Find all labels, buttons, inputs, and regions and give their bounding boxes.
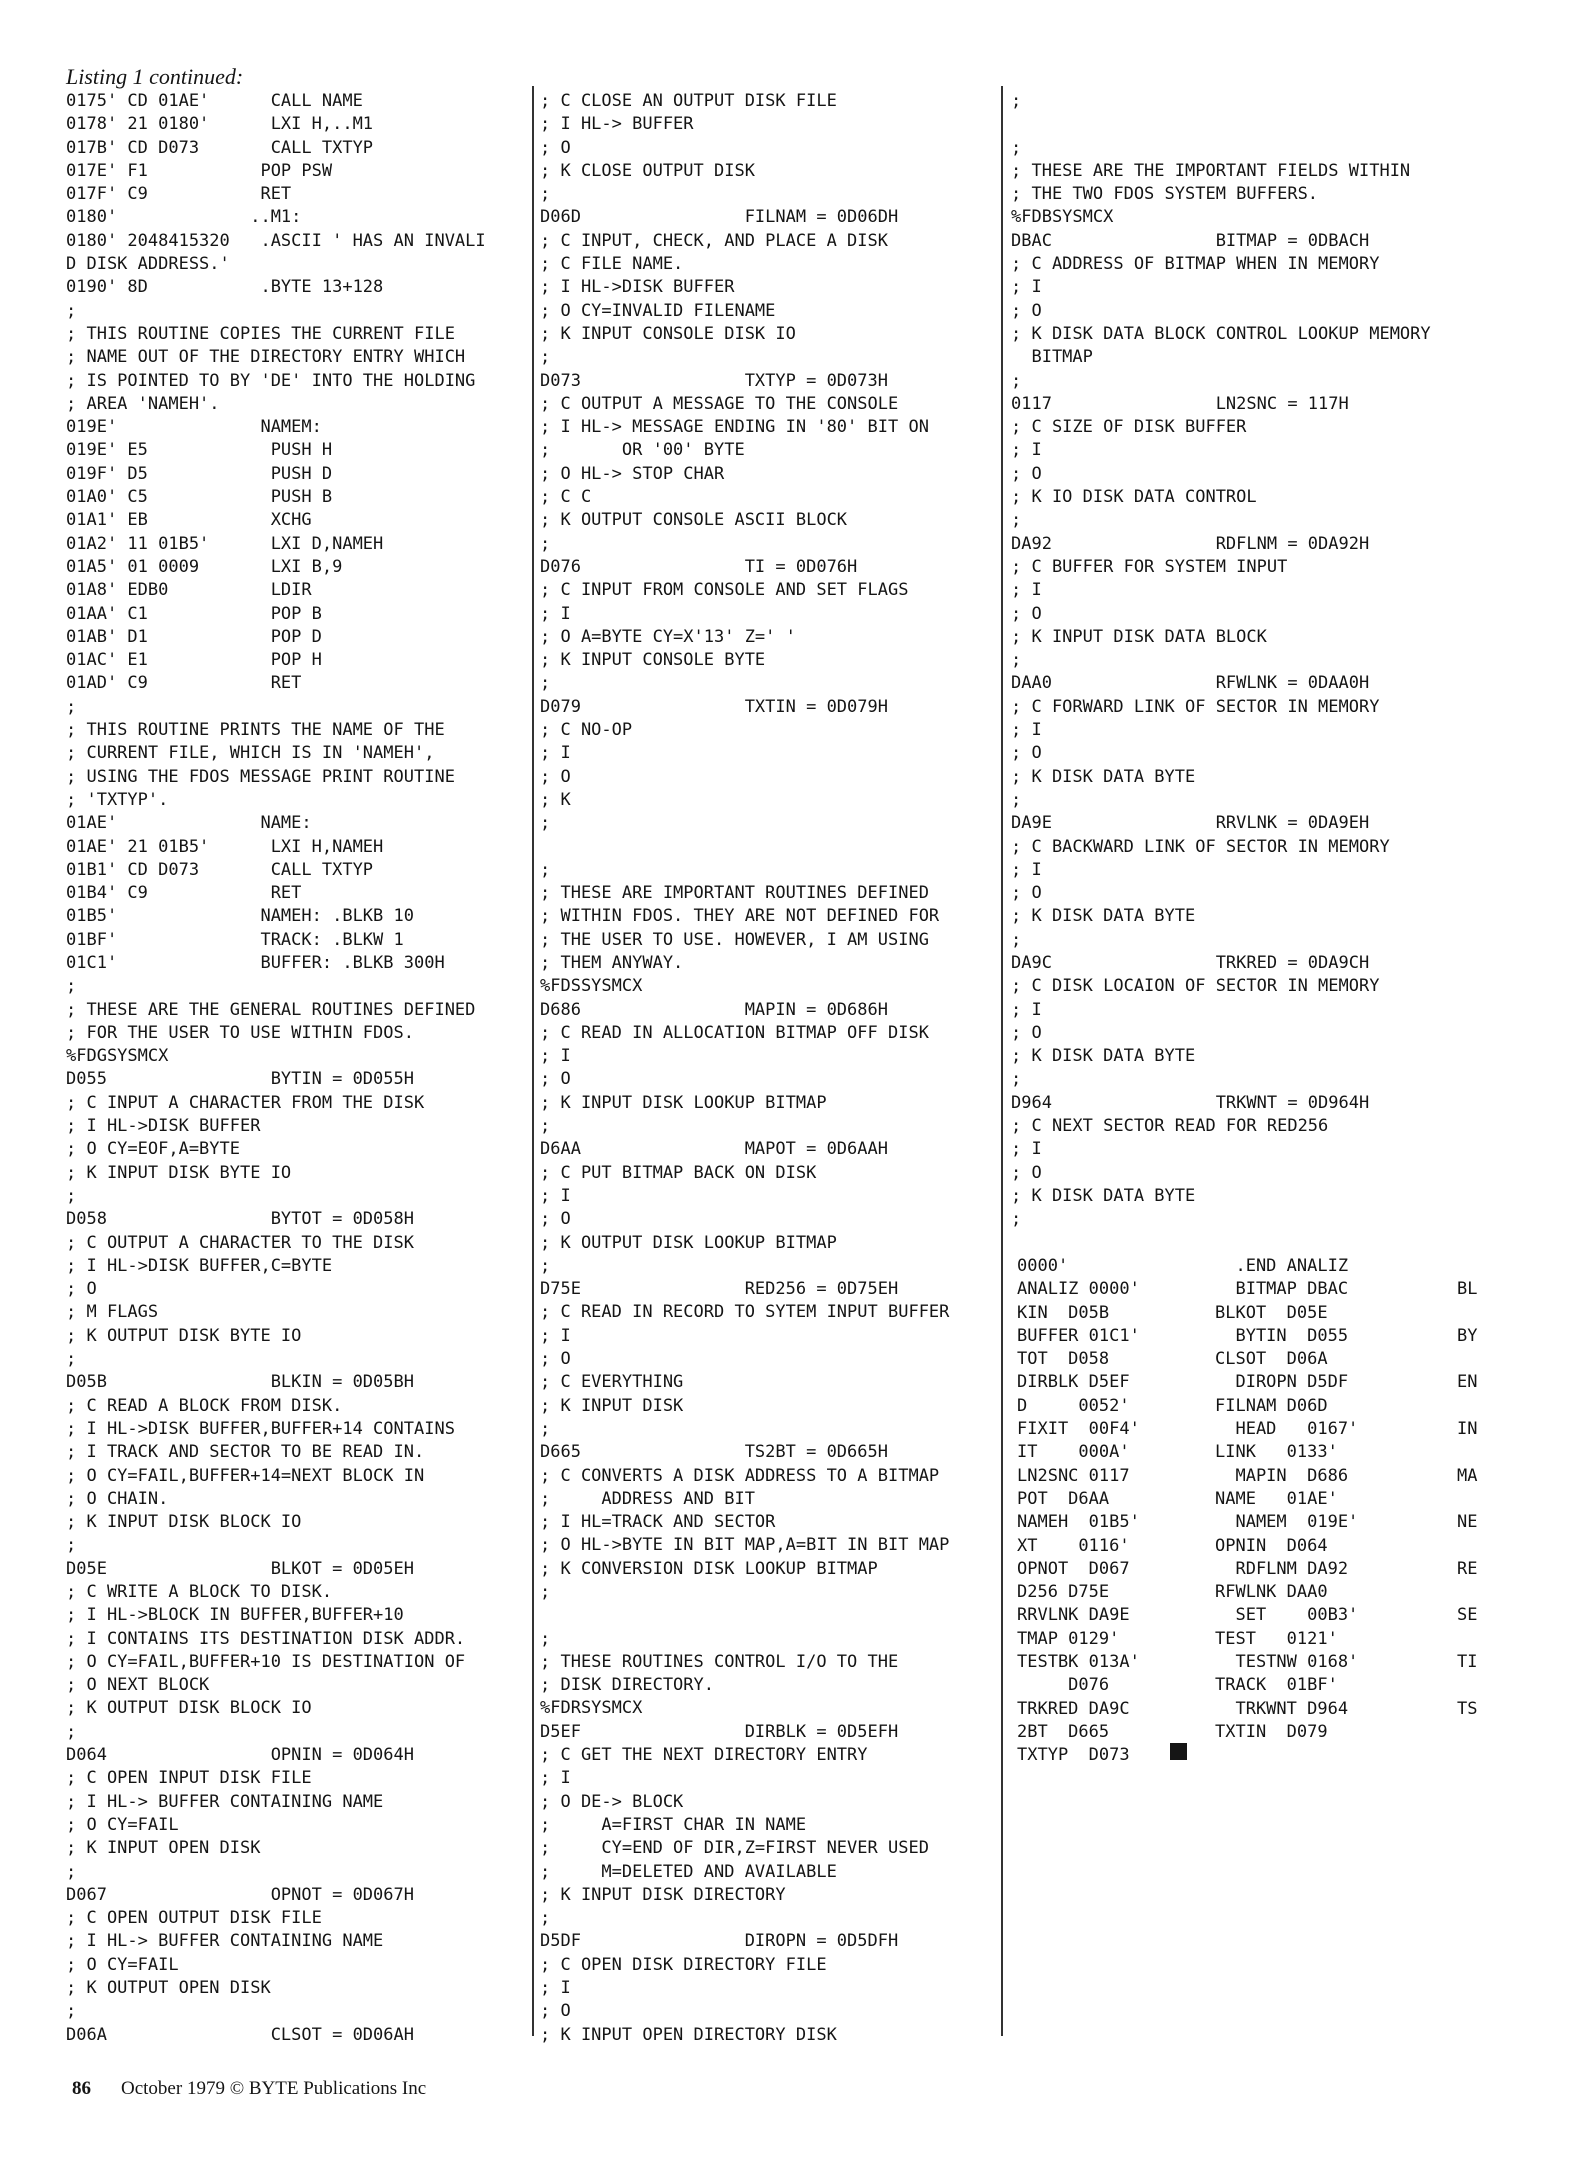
symbol-cell: LINK 0133' xyxy=(1215,1442,1338,1463)
symbol-cell: D256 D75E xyxy=(1017,1582,1110,1603)
symbol-cell: TI xyxy=(1457,1652,1478,1673)
symbol-cell: RE xyxy=(1457,1558,1478,1579)
symbol-cell: TS xyxy=(1457,1698,1478,1719)
listing-header: Listing 1 continued: xyxy=(66,64,244,89)
symbol-cell: HEAD 0167' xyxy=(1215,1419,1359,1440)
symbol-cell: BL xyxy=(1457,1279,1478,1300)
symbol-cell: 2BT D665 xyxy=(1017,1721,1110,1742)
symbol-cell: ANALIZ 0000' xyxy=(1017,1279,1140,1300)
symbol-cell: BYTIN D055 xyxy=(1215,1325,1349,1346)
page-footer xyxy=(72,2078,426,2100)
symbol-cell: TXTYP D073 xyxy=(1017,1745,1130,1766)
symbol-cell: BLKOT D05E xyxy=(1215,1302,1328,1323)
symbol-cell: SE xyxy=(1457,1605,1478,1626)
symbol-cell: FIXIT 00F4' xyxy=(1017,1419,1140,1440)
symbol-cell: CLSOT D06A xyxy=(1215,1349,1328,1370)
listing-column-1: 0175' CD 01AE' CALL NAME 0178' 21 0180' LXI H,..M1 017B' CD D073 CALL TXTYP 017E' F1 POP PSW 017F' C9 RET 0180' ..M1: 0180' 2048415320 .ASCII ' HAS AN INVALI D DISK ADDRESS.' 0190' 8D .BYTE 13+128 ; ; THIS ROUTINE COPIES THE CURRENT FILE ; NAME OUT OF THE DIRECTORY ENTRY WHICH ; IS POINTED TO BY 'DE' INTO THE HOLDING ; AREA 'NAMEH'. 019E' NAMEM: 019E' E5 PUSH H 019F' D5 PUSH D 01A0' C5 PUSH B 01A1' EB XCHG 01A2' 11 01B5' LXI D,NAMEH 01A5' 01 0009 LXI B,9 01A8' EDB0 LDIR 01AA' C1 POP B 01AB' D1 POP D 01AC' E1 POP H 01AD' C9 RET ; ; THIS ROUTINE PRINTS THE NAME OF THE ; CURRENT FILE, WHICH IS IN 'NAMEH', ; USING THE FDOS MESSAGE PRINT ROUTINE ; 'TXTYP'. 01AE' NAME: 01AE' 21 01B5' LXI H,NAMEH 01B1' CD D073 CALL TXTYP 01B4' C9 RET 01B5' NAMEH: .BLKB 10 01BF' TRACK: .BLKW 1 01C1' BUFFER: .BLKB 300H ; ; THESE ARE THE GENERAL ROUTINES DEFINED ; FOR THE USER TO USE WITHIN FDOS. %FDGSYSMCX D055 BYTIN = 0D055H ; C INPUT A CHARACTER FROM THE DISK ; I HL->DISK BUFFER ; O CY=EOF,A=BYTE ; K INPUT DISK BYTE IO ; D058 BYTOT = 0D058H ; C OUTPUT A CHARACTER TO THE DISK ; I HL->DISK BUFFER,C=BYTE ; O ; M FLAGS ; K OUTPUT DISK BYTE IO ; D05B BLKIN = 0D05BH ; C READ A BLOCK FROM DISK. ; I HL->DISK BUFFER,BUFFER+14 CONTAINS ; I TRACK AND SECTOR TO BE READ IN. ; O CY=FAIL,BUFFER+14=NEXT BLOCK IN ; O CHAIN. ; K INPUT DISK BLOCK IO ; D05E BLKOT = 0D05EH ; C WRITE A BLOCK TO DISK. ; I HL->BLOCK IN BUFFER,BUFFER+10 ; I CONTAINS ITS DESTINATION DISK ADDR. ; O CY=FAIL,BUFFER+10 IS DESTINATION OF ; O NEXT BLOCK ; K OUTPUT DISK BLOCK IO ; D064 OPNIN = 0D064H ; C OPEN INPUT DISK FILE ; I HL-> BUFFER CONTAINING NAME ; O CY=FAIL ; K INPUT OPEN DISK ; D067 OPNOT = 0D067H ; C OPEN OUTPUT DISK FILE ; I HL-> BUFFER CONTAINING NAME ; O CY=FAIL ; K OUTPUT OPEN DISK ; D06A CLSOT = 0D06AH xyxy=(66,91,486,2045)
symbol-cell: IT 000A' xyxy=(1017,1442,1130,1463)
symbol-cell: D 0052' xyxy=(1017,1395,1130,1416)
symbol-cell: EN xyxy=(1457,1372,1478,1393)
column-divider-1 xyxy=(532,86,534,2036)
symbol-cell: XT 0116' xyxy=(1017,1535,1130,1556)
symbol-cell: KIN D05B xyxy=(1017,1302,1110,1323)
column-divider-2 xyxy=(1001,86,1003,2036)
symbol-cell: DIROPN D5DF xyxy=(1215,1372,1349,1393)
symbol-cell: BITMAP DBAC xyxy=(1215,1279,1349,1300)
symbol-cell: RDFLNM DA92 xyxy=(1215,1558,1349,1579)
symbol-cell: BUFFER 01C1' xyxy=(1017,1325,1140,1346)
symbol-cell: TRKWNT D964 xyxy=(1215,1698,1349,1719)
symbol-cell: D076 xyxy=(1017,1675,1110,1696)
symbol-cell: 0000' xyxy=(1017,1256,1069,1276)
symbol-cell: NAMEH 01B5' xyxy=(1017,1512,1140,1533)
symbol-cell: .END ANALIZ xyxy=(1215,1256,1349,1276)
symbol-cell: TOT D058 xyxy=(1017,1349,1110,1370)
symbol-cell: TESTBK 013A' xyxy=(1017,1652,1140,1673)
footer-credit: October 1979 © BYTE Publications Inc xyxy=(121,2078,427,2099)
symbol-cell: OPNIN D064 xyxy=(1215,1535,1328,1556)
symbol-cell: POT D6AA xyxy=(1017,1488,1110,1509)
page-number: 86 xyxy=(72,2078,91,2099)
symbol-cell: OPNOT D067 xyxy=(1017,1558,1130,1579)
symbol-cell: RRVLNK DA9E xyxy=(1017,1605,1130,1626)
symbol-cell: TRACK 01BF' xyxy=(1215,1675,1338,1696)
symbol-cell: LN2SNC 0117 xyxy=(1017,1465,1130,1486)
symbol-cell: TMAP 0129' xyxy=(1017,1628,1120,1649)
symbol-cell: RFWLNK DAA0 xyxy=(1215,1582,1328,1603)
symbol-cell: NE xyxy=(1457,1512,1478,1533)
symbol-cell: SET 00B3' xyxy=(1215,1605,1359,1626)
end-of-listing-mark xyxy=(1170,1743,1187,1760)
listing-column-3: ; ; ; THESE ARE THE IMPORTANT FIELDS WITHIN ; THE TWO FDOS SYSTEM BUFFERS. %FDBSYSMCX DBAC BITMAP = 0DBACH ; C ADDRESS OF BITMAP WHEN IN MEMORY ; I ; O ; K DISK DATA BLOCK CONTROL LOOKUP MEMORY BITMAP ; 0117 LN2SNC = 117H ; C SIZE OF DISK BUFFER ; I ; O ; K IO DISK DATA CONTROL ; DA92 RDFLNM = 0DA92H ; C BUFFER FOR SYSTEM INPUT ; I ; O ; K INPUT DISK DATA BLOCK ; DAA0 RFWLNK = 0DAA0H ; C FORWARD LINK OF SECTOR IN MEMORY ; I ; O ; K DISK DATA BYTE ; DA9E RRVLNK = 0DA9EH ; C BACKWARD LINK OF SECTOR IN MEMORY ; I ; O ; K DISK DATA BYTE ; DA9C TRKRED = 0DA9CH ; C DISK LOCAION OF SECTOR IN MEMORY ; I ; O ; K DISK DATA BYTE ; D964 TRKWNT = 0D964H ; C NEXT SECTOR READ FOR RED256 ; I ; O ; K DISK DATA BYTE ; xyxy=(1011,91,1431,1230)
symbol-cell: TXTIN D079 xyxy=(1215,1721,1328,1742)
symbol-cell: TRKRED DA9C xyxy=(1017,1698,1130,1719)
symbol-cell: IN xyxy=(1457,1419,1478,1440)
symbol-cell: FILNAM D06D xyxy=(1215,1395,1328,1416)
symbol-cell: TESTNW 0168' xyxy=(1215,1652,1359,1673)
symbol-cell: NAMEM 019E' xyxy=(1215,1512,1359,1533)
symbol-cell: TEST 0121' xyxy=(1215,1628,1338,1649)
symbol-cell: DIRBLK D5EF xyxy=(1017,1372,1130,1393)
listing-column-2: ; C CLOSE AN OUTPUT DISK FILE ; I HL-> BUFFER ; O ; K CLOSE OUTPUT DISK ; D06D FILNAM = 0D06DH ; C INPUT, CHECK, AND PLACE A DISK ; C FILE NAME. ; I HL->DISK BUFFER ; O CY=INVALID FILENAME ; K INPUT CONSOLE DISK IO ; D073 TXTYP = 0D073H ; C OUTPUT A MESSAGE TO THE CONSOLE ; I HL-> MESSAGE ENDING IN '80' BIT ON ; OR '00' BYTE ; O HL-> STOP CHAR ; C C ; K OUTPUT CONSOLE ASCII BLOCK ; D076 TI = 0D076H ; C INPUT FROM CONSOLE AND SET FLAGS ; I ; O A=BYTE CY=X'13' Z=' ' ; K INPUT CONSOLE BYTE ; D079 TXTIN = 0D079H ; C NO-OP ; I ; O ; K ; ; ; THESE ARE IMPORTANT ROUTINES DEFINED ; WITHIN FDOS. THEY ARE NOT DEFINED FOR ; THE USER TO USE. HOWEVER, I AM USING ; THEM ANYWAY. %FDSSYSMCX D686 MAPIN = 0D686H ; C READ IN ALLOCATION BITMAP OFF DISK ; I ; O ; K INPUT DISK LOOKUP BITMAP ; D6AA MAPOT = 0D6AAH ; C PUT BITMAP BACK ON DISK ; I ; O ; K OUTPUT DISK LOOKUP BITMAP ; D75E RED256 = 0D75EH ; C READ IN RECORD TO SYTEM INPUT BUFFER ; I ; O ; C EVERYTHING ; K INPUT DISK ; D665 TS2BT = 0D665H ; C CONVERTS A DISK ADDRESS TO A BITMAP ; ADDRESS AND BIT ; I HL=TRACK AND SECTOR ; O HL->BYTE IN BIT MAP,A=BIT IN BIT MAP ; K CONVERSION DISK LOOKUP BITMAP ; ; ; THESE ROUTINES CONTROL I/O TO THE ; DISK DIRECTORY. %FDRSYSMCX D5EF DIRBLK = 0D5EFH ; C GET THE NEXT DIRECTORY ENTRY ; I ; O DE-> BLOCK ; A=FIRST CHAR IN NAME ; CY=END OF DIR,Z=FIRST NEVER USED ; M=DELETED AND AVAILABLE ; K INPUT DISK DIRECTORY ; D5DF DIROPN = 0D5DFH ; C OPEN DISK DIRECTORY FILE ; I ; O ; K INPUT OPEN DIRECTORY DISK xyxy=(540,91,950,2045)
symbol-cell: MAPIN D686 xyxy=(1215,1465,1349,1486)
symbol-cell: MA xyxy=(1457,1465,1478,1486)
symbol-cell: BY xyxy=(1457,1325,1478,1346)
symbol-cell: NAME 01AE' xyxy=(1215,1488,1338,1509)
